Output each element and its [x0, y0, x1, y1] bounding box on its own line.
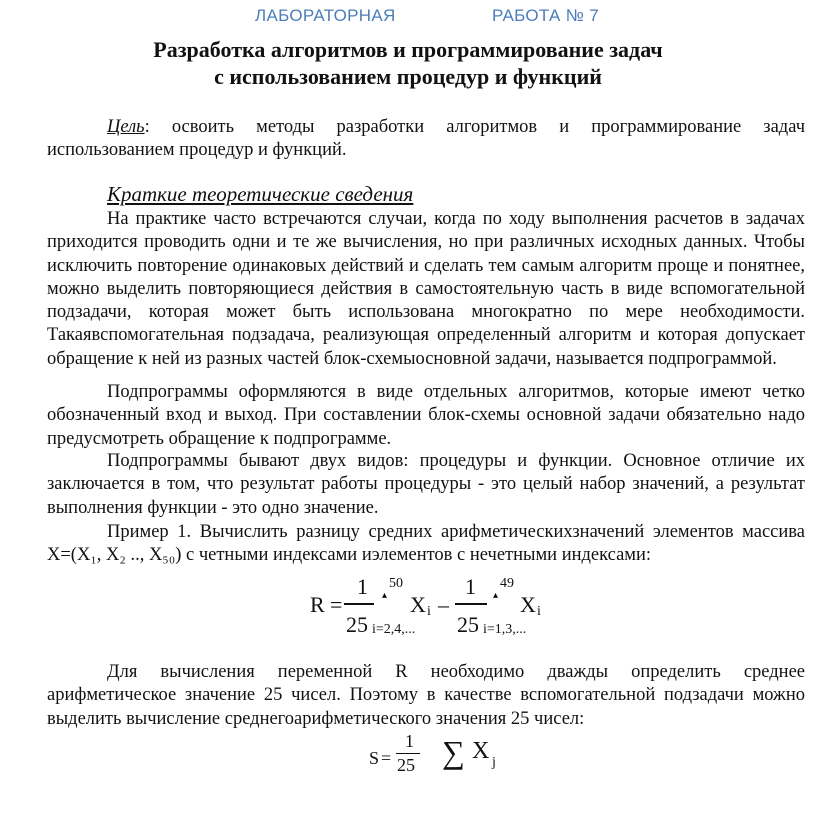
goal-text: освоить методы разработки алгоритмов и программирование задач использованием процедур и функций. — [47, 117, 805, 161]
formula-r-lower2: i=1,3,... — [483, 622, 527, 637]
header-lab-label: ЛАБОРАТОРНАЯ — [255, 6, 396, 25]
sum-arrow-icon: ▴ — [493, 590, 499, 601]
formula-r-den1: 25 — [346, 612, 368, 637]
formula-r-num2: 1 — [465, 574, 476, 599]
section-title: Краткие теоретические сведения — [107, 182, 414, 206]
paragraph-r-explanation — [47, 661, 805, 731]
formula-r-fraction-bar-1 — [344, 603, 374, 605]
formula-r-upper2: 49 — [500, 576, 514, 591]
formula-r-sub1: i — [427, 604, 431, 619]
formula-r-fraction-bar-2 — [455, 603, 487, 605]
page-title-line1: Разработка алгоритмов и программирование задач — [153, 37, 663, 62]
paragraph-types — [47, 450, 805, 520]
sigma-icon: ∑ — [442, 734, 465, 770]
sum-arrow-icon: ▴ — [382, 590, 388, 601]
page-title-line2: с использованием процедур и функций — [214, 64, 602, 89]
goal-paragraph — [47, 116, 805, 163]
goal-colon: : — [144, 117, 150, 137]
formula-r-den2: 25 — [457, 612, 479, 637]
paragraph-intro — [47, 208, 805, 371]
formula-s-fraction-bar — [396, 753, 420, 754]
formula-r-lhs: R — [310, 592, 325, 617]
formula-s-num: 1 — [405, 731, 414, 751]
formula-s-eq: = — [381, 748, 392, 768]
formula-r-upper1: 50 — [389, 576, 403, 591]
paragraph-example-text: Пример 1. Вычислить разницу средних арифметическихзначений элементов массива X=(X₁, X₂ .., X₅₀) с четными индексами иэлементов с нечетными индексами: — [47, 522, 805, 566]
formula-r-eq: = — [330, 592, 343, 617]
paragraph-example — [47, 521, 805, 568]
formula-s-var: X — [472, 738, 490, 764]
paragraph-subroutines — [47, 381, 805, 451]
formula-r-var1: X — [410, 592, 426, 617]
paragraph-subroutines-text: Подпрограммы оформляются в виде отдельных алгоритмов, которые имеют четко обозначенный вход и выход. При составлении блок-схемы основной задачи обязательно надо предусмотреть обращение к подпрограмме. — [47, 382, 805, 449]
paragraph-r-explanation-text: Для вычисления переменной R необходимо дважды определить среднее арифметическое значение 25 чисел. Поэтому в качестве вспомогательной подзадачи можно выделить вычисление среднегоарифметического значения 25 чисел: — [47, 662, 805, 729]
paragraph-types-text: Подпрограммы бывают двух видов: процедуры и функции. Основное отличие их заключается в том, что результат работы процедуры - это целый набор значений, а результат выполнения функции - это одно значение. — [47, 451, 805, 518]
formula-s-den: 25 — [397, 755, 415, 775]
header-work-number: РАБОТА № 7 — [492, 6, 600, 25]
formula-s-sub: j — [492, 755, 496, 770]
formula-r-sub2: i — [537, 604, 541, 619]
formula-s-lhs: S — [369, 748, 380, 768]
formula-r-var2: X — [520, 592, 536, 617]
goal-label: Цель — [107, 117, 145, 137]
paragraph-intro-text: На практике часто встречаются случаи, когда по ходу выполнения расчетов в задачах приходится проводить одни и те же вычисления, но при различных исходных данных. Чтобы исключить повторение одинаковых действий и сделать тем самым алгоритм проще и понятнее, можно выделить повторяющиеся действия в самостоятельную часть в виде вспомогательной подзадачи, которая может быть использована многократно по мере необходимости. Такаявспомогательная подзадача, реализующая определенный алгоритм и которая допускает обращение к ней из разных частей блок-схемыосновной задачи, называется подпрограммой. — [47, 209, 805, 369]
formula-r-minus: – — [438, 592, 449, 617]
formula-r-num1: 1 — [357, 574, 368, 599]
formula-r-lower1: i=2,4,... — [372, 622, 416, 637]
